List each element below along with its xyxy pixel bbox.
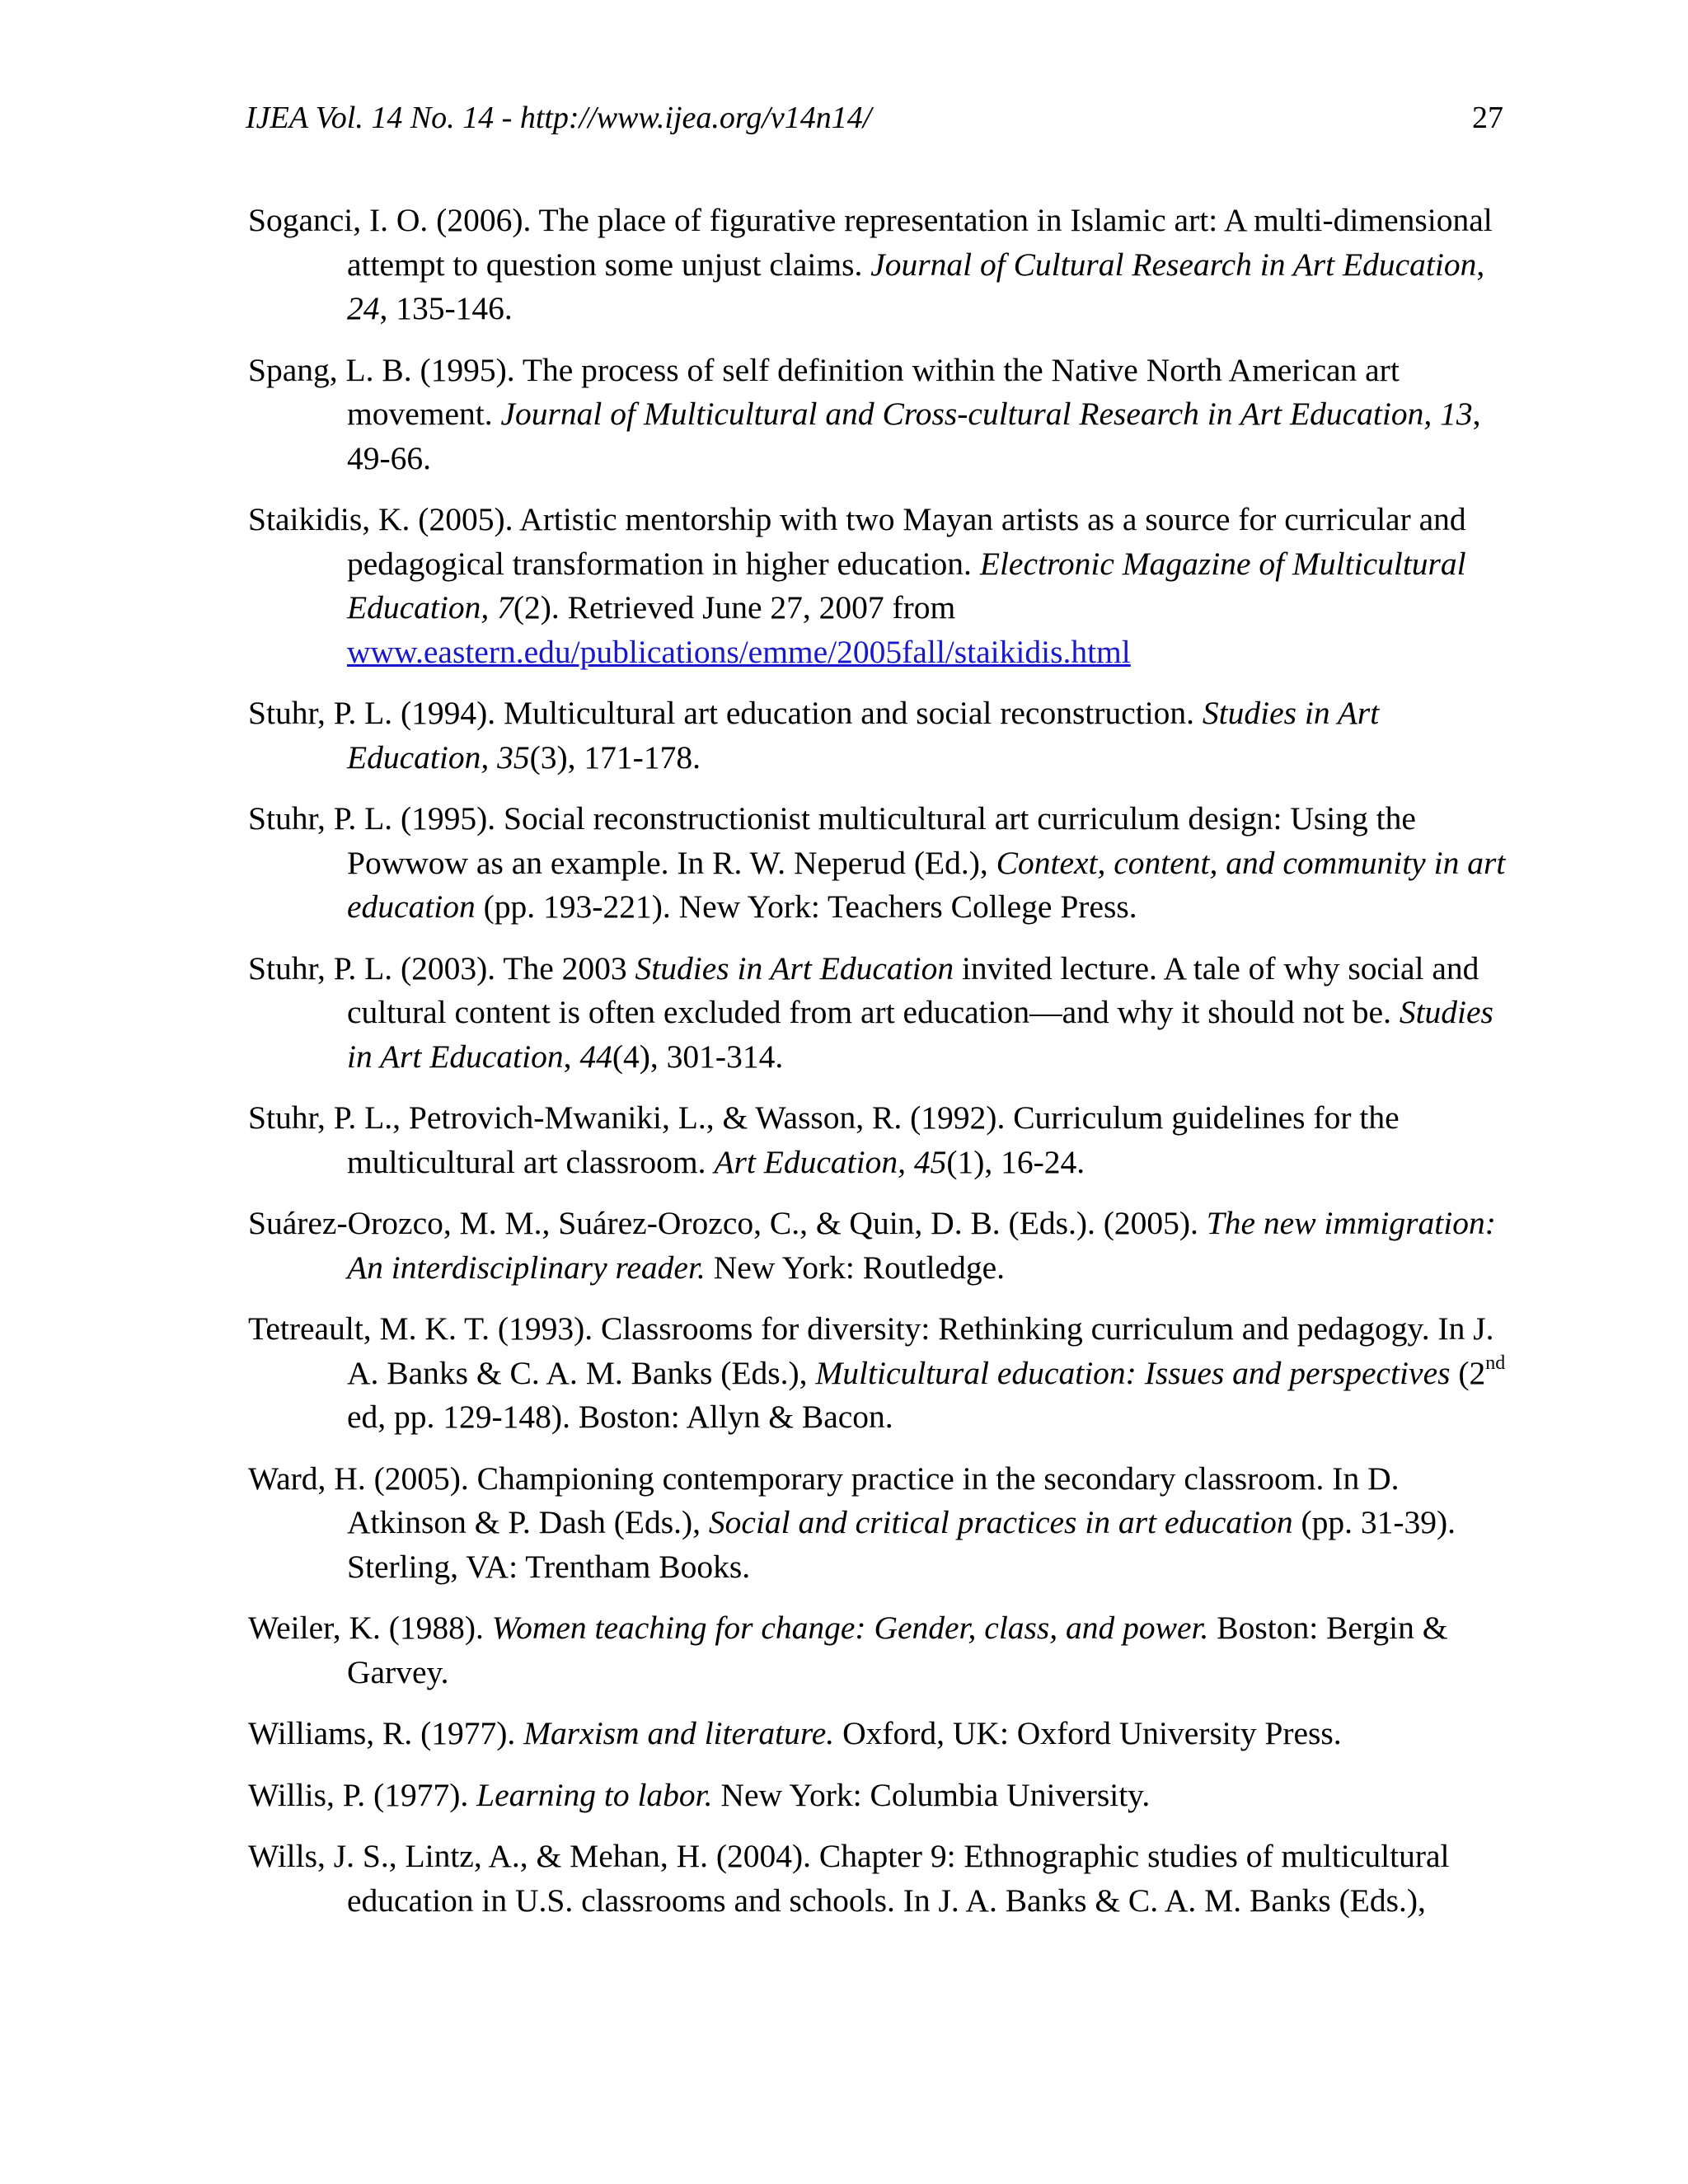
reference-source-title: Journal of Cultural Research in Art Education bbox=[870, 246, 1477, 283]
journal-header: IJEA Vol. 14 No. 14 - http://www.ijea.org/v14n14/ bbox=[246, 101, 872, 135]
reference-entry bbox=[248, 691, 1506, 780]
reference-text: Wills, J. S., Lintz, A., & Mehan, H. (2004). Chapter 9: Ethnographic studies of multicultural education in U.S. classrooms and schools. In J. A. Banks & C. A. M. Banks (Eds.), bbox=[248, 1838, 1450, 1919]
reference-entry bbox=[248, 1835, 1506, 1923]
reference-text: Spang, L. B. (1995). The process of self definition within the Native North American art movement. bbox=[248, 351, 1400, 432]
reference-source-title: Women teaching for change: Gender, class, and power. bbox=[491, 1610, 1209, 1646]
reference-source-title: Multicultural education: Issues and perspectives bbox=[815, 1354, 1451, 1391]
reference-entry bbox=[248, 1202, 1506, 1290]
reference-source-title: Electronic Magazine of Multicultural Education, 7 bbox=[347, 545, 1466, 626]
reference-entry bbox=[248, 947, 1506, 1080]
reference-separator: , bbox=[1476, 246, 1485, 283]
reference-text: Tetreault, M. K. T. (1993). Classrooms for diversity: Rethinking curriculum and pedagogy. In J. A. Banks & C. A. M. Banks (Eds.), bbox=[248, 1310, 1494, 1391]
reference-text: Williams, R. (1977). bbox=[248, 1715, 524, 1751]
reference-pages: (pp. 193-221). New York: Teachers College Press. bbox=[475, 888, 1137, 925]
reference-entry bbox=[248, 1457, 1506, 1590]
reference-entry bbox=[248, 498, 1506, 674]
reference-publisher: Oxford, UK: Oxford University Press. bbox=[834, 1715, 1342, 1751]
reference-entry bbox=[248, 1712, 1506, 1756]
running-header bbox=[246, 97, 1503, 138]
reference-source-title: Marxism and literature. bbox=[523, 1715, 835, 1751]
reference-text: Stuhr, P. L. (2003). The 2003 bbox=[248, 949, 635, 987]
reference-entry bbox=[248, 1606, 1506, 1694]
reference-text: Willis, P. (1977). bbox=[248, 1776, 477, 1813]
reference-source-title: Context, content, and community in art education bbox=[347, 844, 1506, 925]
reference-volume: 24 bbox=[347, 290, 380, 326]
reference-separator: , bbox=[563, 1038, 580, 1075]
reference-publisher: Boston: Bergin & Garvey. bbox=[347, 1610, 1448, 1690]
reference-entry bbox=[248, 349, 1506, 481]
reference-entry bbox=[248, 1096, 1506, 1184]
reference-text-continued: invited lecture. A tale of why social and cultural content is often excluded from art education—and why it should not be. bbox=[347, 949, 1479, 1030]
reference-publisher: New York: Columbia University. bbox=[712, 1776, 1151, 1813]
reference-source-title: The new immigration: An interdisciplinary reader. bbox=[347, 1205, 1496, 1286]
reference-source-title: Studies in Art Education bbox=[635, 949, 954, 987]
reference-retrieval: (2). Retrieved June 27, 2007 from bbox=[513, 589, 956, 626]
reference-text: Soganci, I. O. (2006). The place of figurative representation in Islamic art: A multi-dimensional attempt to question some unjust claims. bbox=[248, 202, 1493, 283]
reference-text: Weiler, K. (1988). bbox=[248, 1610, 492, 1646]
reference-source-title: Journal of Multicultural and Cross-cultural Research in Art Education, 13 bbox=[500, 396, 1473, 432]
page-number: 27 bbox=[1472, 101, 1503, 135]
reference-entry bbox=[248, 199, 1506, 331]
reference-pages: (3), 171-178. bbox=[529, 738, 701, 776]
reference-publisher: New York: Routledge. bbox=[705, 1249, 1005, 1286]
reference-publisher: (pp. 31-39). Sterling, VA: Trentham Books. bbox=[347, 1504, 1456, 1585]
reference-source-title: Art Education, 45 bbox=[714, 1143, 947, 1180]
reference-edition: (2 bbox=[1450, 1354, 1486, 1391]
reference-text: Stuhr, P. L. (1994). Multicultural art education and social reconstruction. bbox=[248, 695, 1203, 731]
reference-text: Stuhr, P. L. (1995). Social reconstructionist multicultural art curriculum design: Using the Powwow as an example. In R. W. Neperud (Ed.), bbox=[248, 800, 1416, 881]
reference-url-link[interactable]: www.eastern.edu/publications/emme/2005fall/staikidis.html bbox=[347, 633, 1131, 670]
reference-text: Staikidis, K. (2005). Artistic mentorship with two Mayan artists as a source for curricular and pedagogical transformation in higher education. bbox=[248, 501, 1466, 582]
reference-list bbox=[248, 199, 1506, 1940]
reference-source-title: Learning to labor. bbox=[476, 1776, 713, 1813]
reference-volume: 44 bbox=[579, 1038, 612, 1075]
reference-source-title: Social and critical practices in art education bbox=[708, 1504, 1293, 1540]
reference-entry bbox=[248, 1774, 1506, 1818]
reference-pages: (4), 301-314. bbox=[612, 1038, 784, 1075]
reference-text: Ward, H. (2005). Championing contemporary practice in the secondary classroom. In D. Atkinson & P. Dash (Eds.), bbox=[248, 1460, 1400, 1540]
reference-pages: , 49-66. bbox=[347, 396, 1481, 476]
reference-text: Stuhr, P. L., Petrovich-Mwaniki, L., & Wasson, R. (1992). Curriculum guidelines for the multicultural art classroom. bbox=[248, 1099, 1400, 1180]
reference-source-title: Studies in Art Education, 35 bbox=[347, 695, 1380, 776]
edition-superscript: nd bbox=[1485, 1352, 1506, 1374]
reference-entry bbox=[248, 797, 1506, 930]
reference-entry bbox=[248, 1307, 1506, 1440]
reference-pages: (1), 16-24. bbox=[946, 1143, 1085, 1180]
reference-source-title: Studies in Art Education bbox=[347, 994, 1493, 1075]
reference-text: Suárez-Orozco, M. M., Suárez-Orozco, C., & Quin, D. B. (Eds.). (2005). bbox=[248, 1205, 1207, 1241]
reference-publisher: ed, pp. 129-148). Boston: Allyn & Bacon. bbox=[347, 1399, 893, 1435]
reference-pages: , 135-146. bbox=[379, 290, 513, 326]
